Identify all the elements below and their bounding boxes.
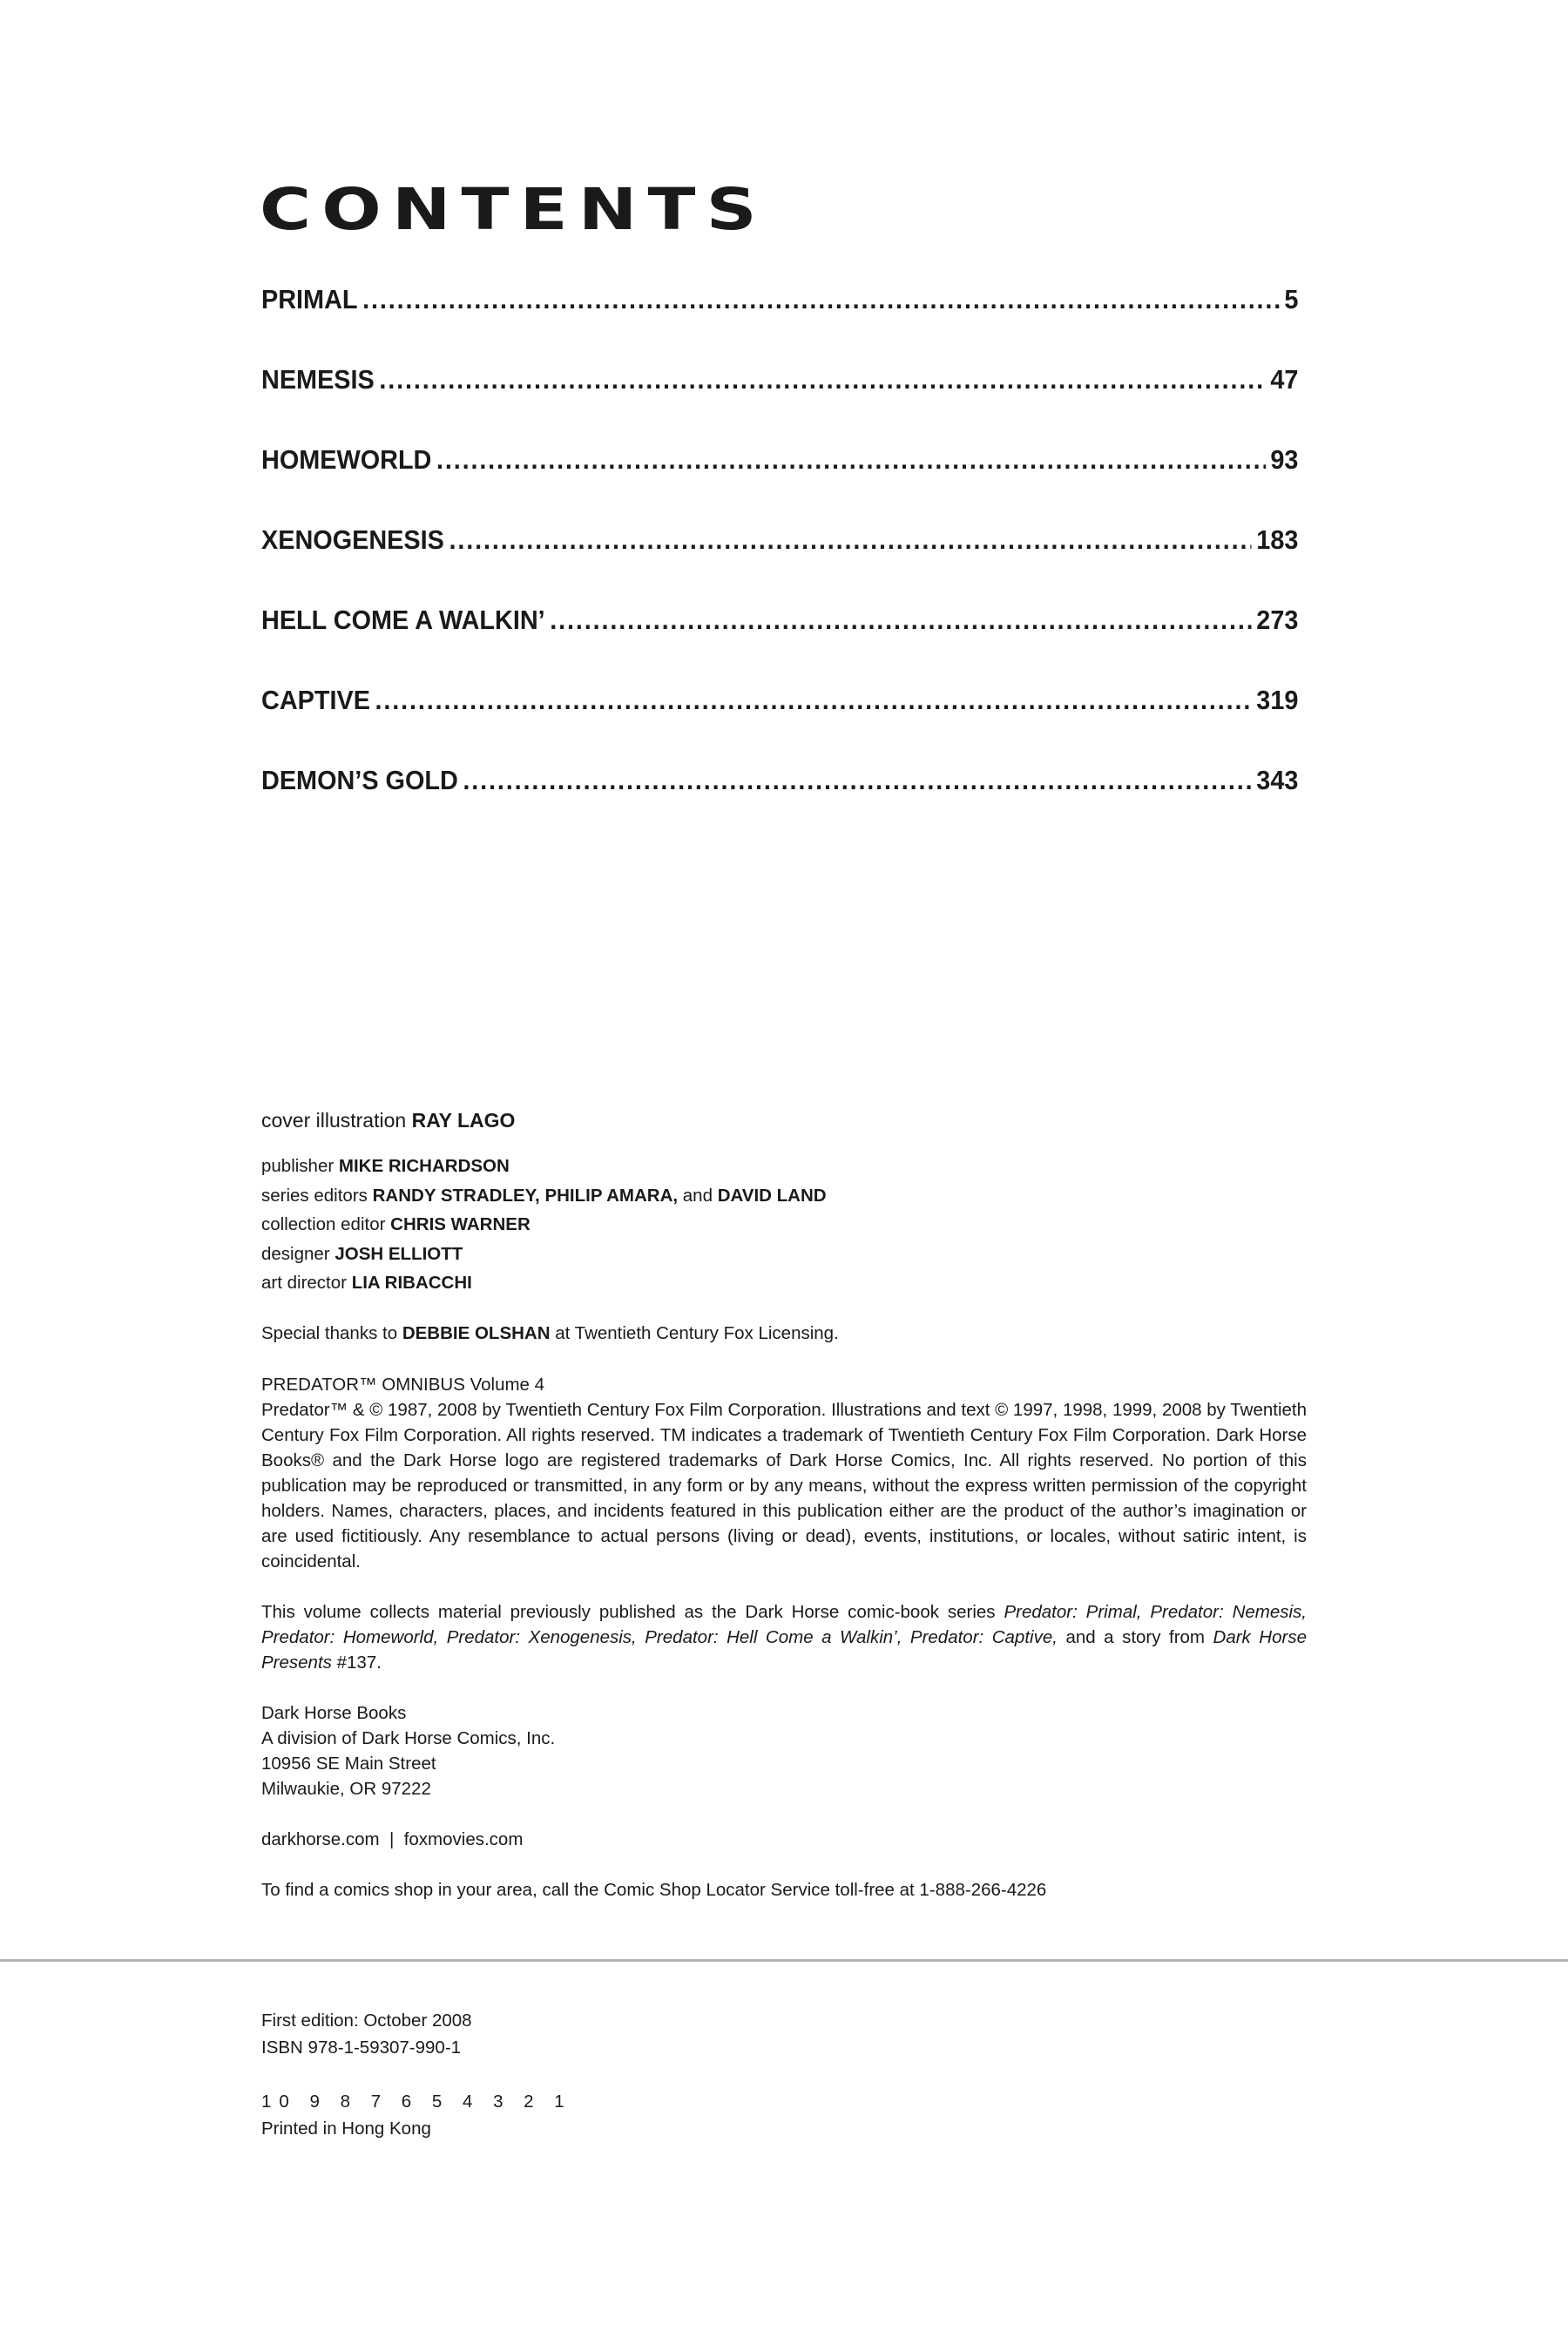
- toc-entry-page: 93: [1270, 444, 1299, 475]
- toc-entry-title: NEMESIS: [261, 364, 375, 395]
- collects-text: [261, 1599, 1307, 1675]
- legal-block: [261, 1372, 1307, 1574]
- toc-entry-page: 343: [1256, 765, 1299, 795]
- collection-editor-credit: [261, 1210, 1307, 1240]
- toc-entry-title: PRIMAL: [261, 284, 358, 314]
- cover-credit-label: cover illustration: [261, 1109, 407, 1132]
- toc-leader-dots: [550, 605, 1251, 636]
- collection-editor-name: CHRIS WARNER: [390, 1214, 531, 1234]
- page-title: CONTENTS: [260, 176, 767, 243]
- collects-prefix: This volume collects material previously published as the Dark Horse comic-book series: [261, 1601, 996, 1622]
- toc-entry-page: 5: [1284, 284, 1299, 314]
- collects-middle: and a story from: [1065, 1626, 1205, 1647]
- series-editors-credit: [261, 1181, 1307, 1211]
- series-editors-label: series editors: [261, 1185, 368, 1206]
- designer-credit: [261, 1240, 1307, 1269]
- cover-credit: [261, 1105, 1307, 1136]
- thanks-prefix: Special thanks to: [261, 1322, 398, 1343]
- toc-leader-dots: [362, 284, 1280, 315]
- toc-entry-page: 273: [1256, 605, 1299, 635]
- toc-leader-dots: [375, 685, 1252, 716]
- toc-entry[interactable]: [261, 444, 1298, 524]
- toc-entry-title: XENOGENESIS: [261, 524, 444, 555]
- toc-entry-page: 319: [1256, 685, 1299, 715]
- printing-line: 10 9 8 7 6 5 4 3 2 1: [261, 2092, 572, 2112]
- thanks-suffix: at Twentieth Century Fox Licensing.: [555, 1322, 839, 1343]
- toc-entry[interactable]: [261, 685, 1298, 765]
- credits-section: [261, 1105, 1307, 1903]
- printed-in-line: Printed in Hong Kong: [261, 2119, 431, 2139]
- series-editor-name: DAVID LAND: [717, 1185, 827, 1206]
- toc-entry[interactable]: [261, 765, 1298, 845]
- table-of-contents: [261, 284, 1298, 845]
- and-word: and: [682, 1185, 713, 1206]
- toc-entry-title: DEMON’S GOLD: [261, 765, 458, 795]
- collection-editor-label: collection editor: [261, 1214, 386, 1234]
- toc-entry[interactable]: [261, 284, 1298, 364]
- collects-presents: Dark Horse Presents: [261, 1626, 1307, 1673]
- toc-leader-dots: [379, 364, 1265, 395]
- websites[interactable]: darkhorse.com | foxmovies.com: [261, 1828, 524, 1849]
- toc-entry[interactable]: [261, 605, 1298, 685]
- copyright-text: Predator™ & © 1987, 2008 by Twentieth Century Fox Film Corporation. Illustrations and text © 1997, 1998, 1999, 2008 by Twentieth Century Fox Film Corporation. All rights reserved. TM indicates a trademark of Twentieth Century Fox Film Corporation. Dark Horse Books® and the Dark Horse logo are registered trademarks of Dark Horse Comics, Inc. All rights reserved. No portion of this publication may be reproduced or transmitted, in any form or by any means, without the express written permission of the copyright holders. Names, characters, places, and incidents featured in this publication either are the product of the author’s imagination or are used fictitiously. Any resemblance to actual persons (living or dead), events, institutions, or locales, without satiric intent, is coincidental.: [261, 1399, 1307, 1571]
- comic-shop-locator: To find a comics shop in your area, call the Comic Shop Locator Service toll-free at 1-888-266-4226: [261, 1879, 1047, 1900]
- toc-leader-dots: [436, 444, 1266, 476]
- toc-leader-dots: [463, 765, 1251, 796]
- divider: [0, 1959, 1568, 1962]
- series-editor-name: RANDY STRADLEY,: [372, 1185, 540, 1206]
- address-line: 10956 SE Main Street: [261, 1753, 436, 1774]
- special-thanks: [261, 1321, 1307, 1346]
- art-director-name: LIA RIBACCHI: [351, 1273, 472, 1293]
- art-director-label: art director: [261, 1273, 347, 1293]
- toc-entry[interactable]: [261, 524, 1298, 605]
- edition-line: First edition: October 2008: [261, 2011, 472, 2031]
- address-line: Milwaukie, OR 97222: [261, 1778, 431, 1799]
- cover-credit-name: RAY LAGO: [411, 1109, 516, 1132]
- toc-entry[interactable]: [261, 364, 1298, 444]
- toc-entry-page: 183: [1256, 524, 1299, 555]
- publisher-address: [261, 1700, 1307, 1801]
- toc-entry-page: 47: [1270, 364, 1299, 395]
- publisher-credit: [261, 1152, 1307, 1181]
- series-editor-name: PHILIP AMARA,: [544, 1185, 679, 1206]
- thanks-name: DEBBIE OLSHAN: [402, 1322, 551, 1343]
- address-line: A division of Dark Horse Comics, Inc.: [261, 1727, 556, 1748]
- toc-entry-title: HELL COME A WALKIN’: [261, 605, 545, 635]
- designer-label: designer: [261, 1243, 330, 1264]
- toc-entry-title: CAPTIVE: [261, 685, 370, 715]
- art-director-credit: [261, 1268, 1307, 1298]
- volume-title: PREDATOR™ OMNIBUS Volume 4: [261, 1374, 545, 1395]
- address-line: Dark Horse Books: [261, 1702, 407, 1723]
- collects-issue: #137.: [336, 1652, 382, 1673]
- toc-leader-dots: [449, 524, 1251, 556]
- designer-name: JOSH ELLIOTT: [335, 1243, 463, 1264]
- imprint-section: [261, 2007, 572, 2142]
- collects-series: Predator: Primal, Predator: Nemesis, Predator: Homeworld, Predator: Xenogenesis, Predator: Hell Come a Walkin’, Predator: Captive,: [261, 1601, 1308, 1647]
- toc-entry-title: HOMEWORLD: [261, 444, 432, 475]
- isbn-line: ISBN 978-1-59307-990-1: [261, 2038, 462, 2058]
- publisher-label: publisher: [261, 1156, 335, 1176]
- publisher-name: MIKE RICHARDSON: [338, 1156, 510, 1176]
